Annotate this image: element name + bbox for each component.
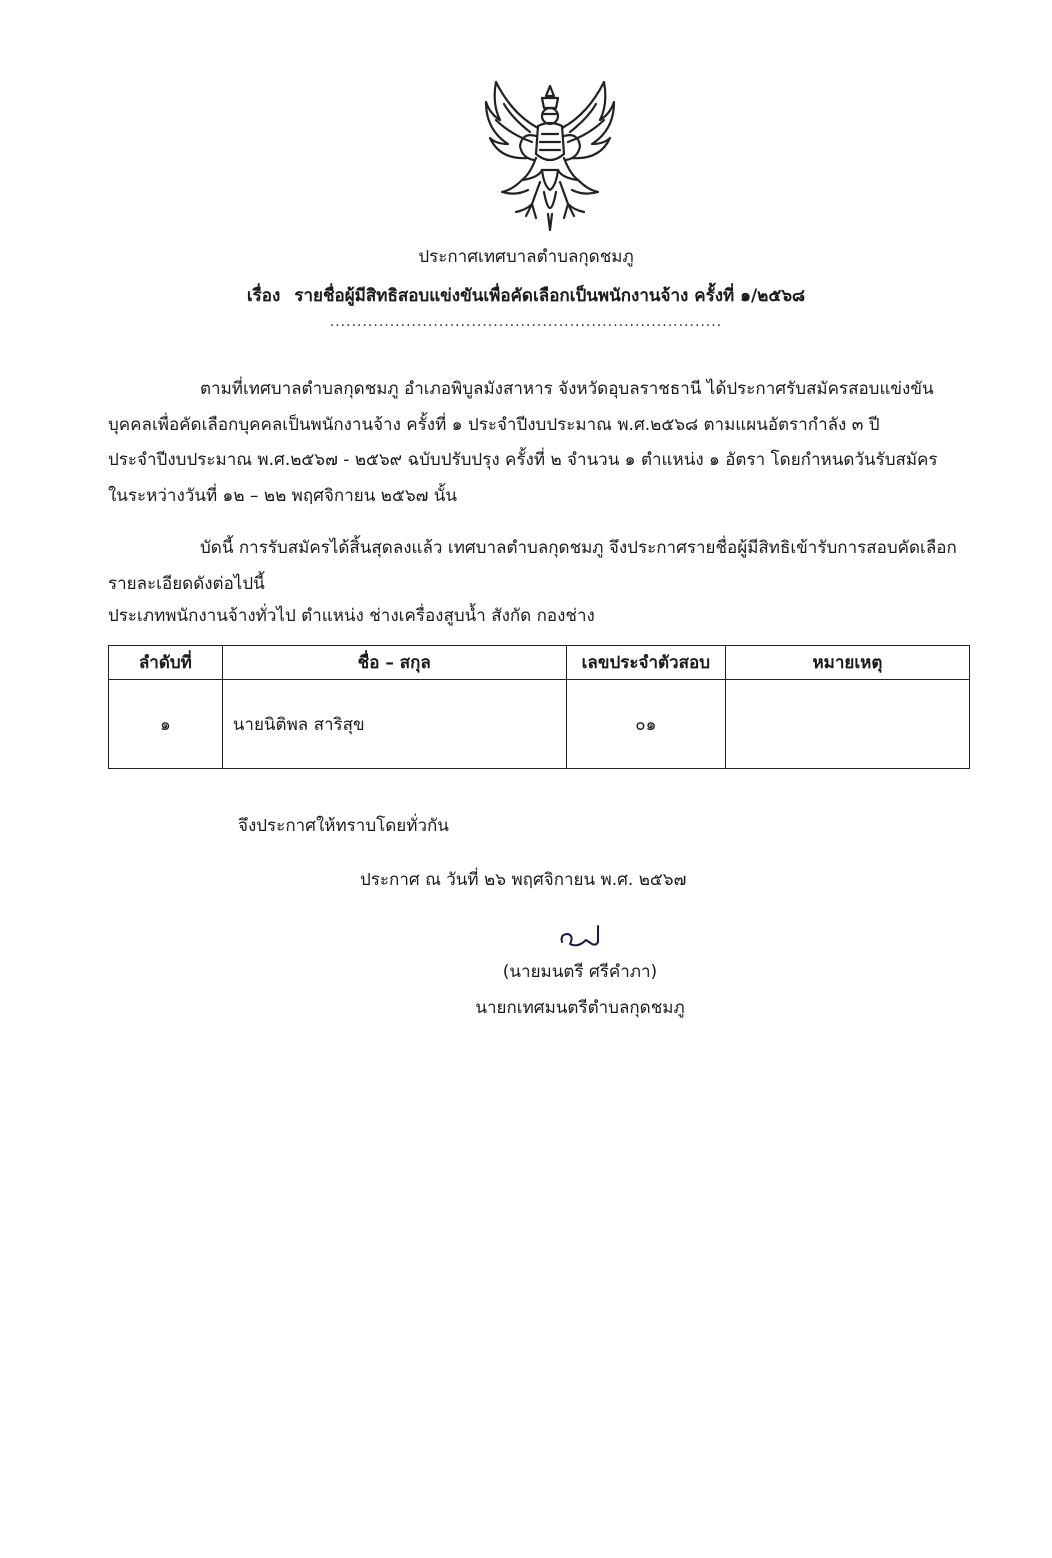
paragraph-line: ประจำปีงบประมาณ พ.ศ.๒๕๖๗ - ๒๕๖๙ ฉบับปรับปรุง ครั้งที่ ๒ จำนวน ๑ ตำแหน่ง ๑ อัตรา โดยกำหนดวันรับสมัคร bbox=[108, 450, 938, 470]
table-row bbox=[109, 680, 970, 769]
position-category: ประเภทพนักงานจ้างทั่วไป ตำแหน่ง ช่างเครื่องสูบน้ำ สังกัด กองช่าง bbox=[108, 606, 595, 626]
cell-name: นายนิติพล สาริสุข bbox=[222, 680, 566, 769]
handwritten-signature bbox=[558, 922, 604, 956]
closing-statement: จึงประกาศให้ทราบโดยทั่วกัน bbox=[238, 816, 449, 836]
paragraph-announcement bbox=[108, 531, 994, 602]
paragraph-line: รายละเอียดดังต่อไปนี้ bbox=[108, 573, 265, 594]
paragraph-line: บัดนี้ การรับสมัครได้สิ้นสุดลงแล้ว เทศบาลตำบลกุดชมภู จึงประกาศรายชื่อผู้มีสิทธิเข้ารับการสอบคัดเลือก bbox=[200, 538, 957, 558]
paragraph-line: บุคคลเพื่อคัดเลือกบุคคลเป็นพนักงานจ้าง ครั้งที่ ๑ ประจำปีงบประมาณ พ.ศ.๒๕๖๘ ตามแผนอัตรากำลัง ๓ ปี bbox=[108, 414, 880, 435]
header-order: ลำดับที่ bbox=[109, 646, 223, 680]
cell-exam-number: ๐๑ bbox=[566, 680, 725, 769]
announcement-date: ประกาศ ณ วันที่ ๒๖ พฤศจิกายน พ.ศ. ๒๕๖๗ bbox=[360, 870, 687, 890]
header-exam-number: เลขประจำตัวสอบ bbox=[566, 646, 725, 680]
cell-order: ๑ bbox=[109, 680, 223, 769]
subject-label: เรื่อง bbox=[246, 286, 281, 306]
header-remark: หมายเหตุ bbox=[725, 646, 969, 680]
cell-remark bbox=[725, 680, 969, 769]
signer-name: (นายมนตรี ศรีคำภา) bbox=[502, 962, 658, 982]
table-header-row bbox=[109, 646, 970, 680]
dotted-divider: ........................................................................ bbox=[329, 314, 723, 330]
paragraph-intro bbox=[108, 372, 994, 514]
garuda-emblem-icon bbox=[482, 74, 618, 232]
paragraph-line: ในระหว่างวันที่ ๑๒ – ๒๒ พฤศจิกายน ๒๕๖๗ นั้น bbox=[108, 485, 458, 506]
subject-text: รายชื่อผู้มีสิทธิสอบแข่งขันเพื่อคัดเลือกเป็นพนักงานจ้าง ครั้งที่ ๑/๒๕๖๘ bbox=[294, 286, 806, 306]
signer-title: นายกเทศมนตรีตำบลกุดชมภู bbox=[475, 998, 685, 1018]
header-name: ชื่อ – สกุล bbox=[222, 646, 566, 680]
paragraph-line: ตามที่เทศบาลตำบลกุดชมภู อำเภอพิบูลมังสาหาร จังหวัดอุบลราชธานี ได้ประกาศรับสมัครสอบแข่งขัน bbox=[200, 379, 934, 399]
document-title: ประกาศเทศบาลตำบลกุดชมภู bbox=[418, 247, 634, 267]
candidates-table bbox=[108, 645, 970, 769]
document-subject bbox=[0, 282, 1052, 309]
